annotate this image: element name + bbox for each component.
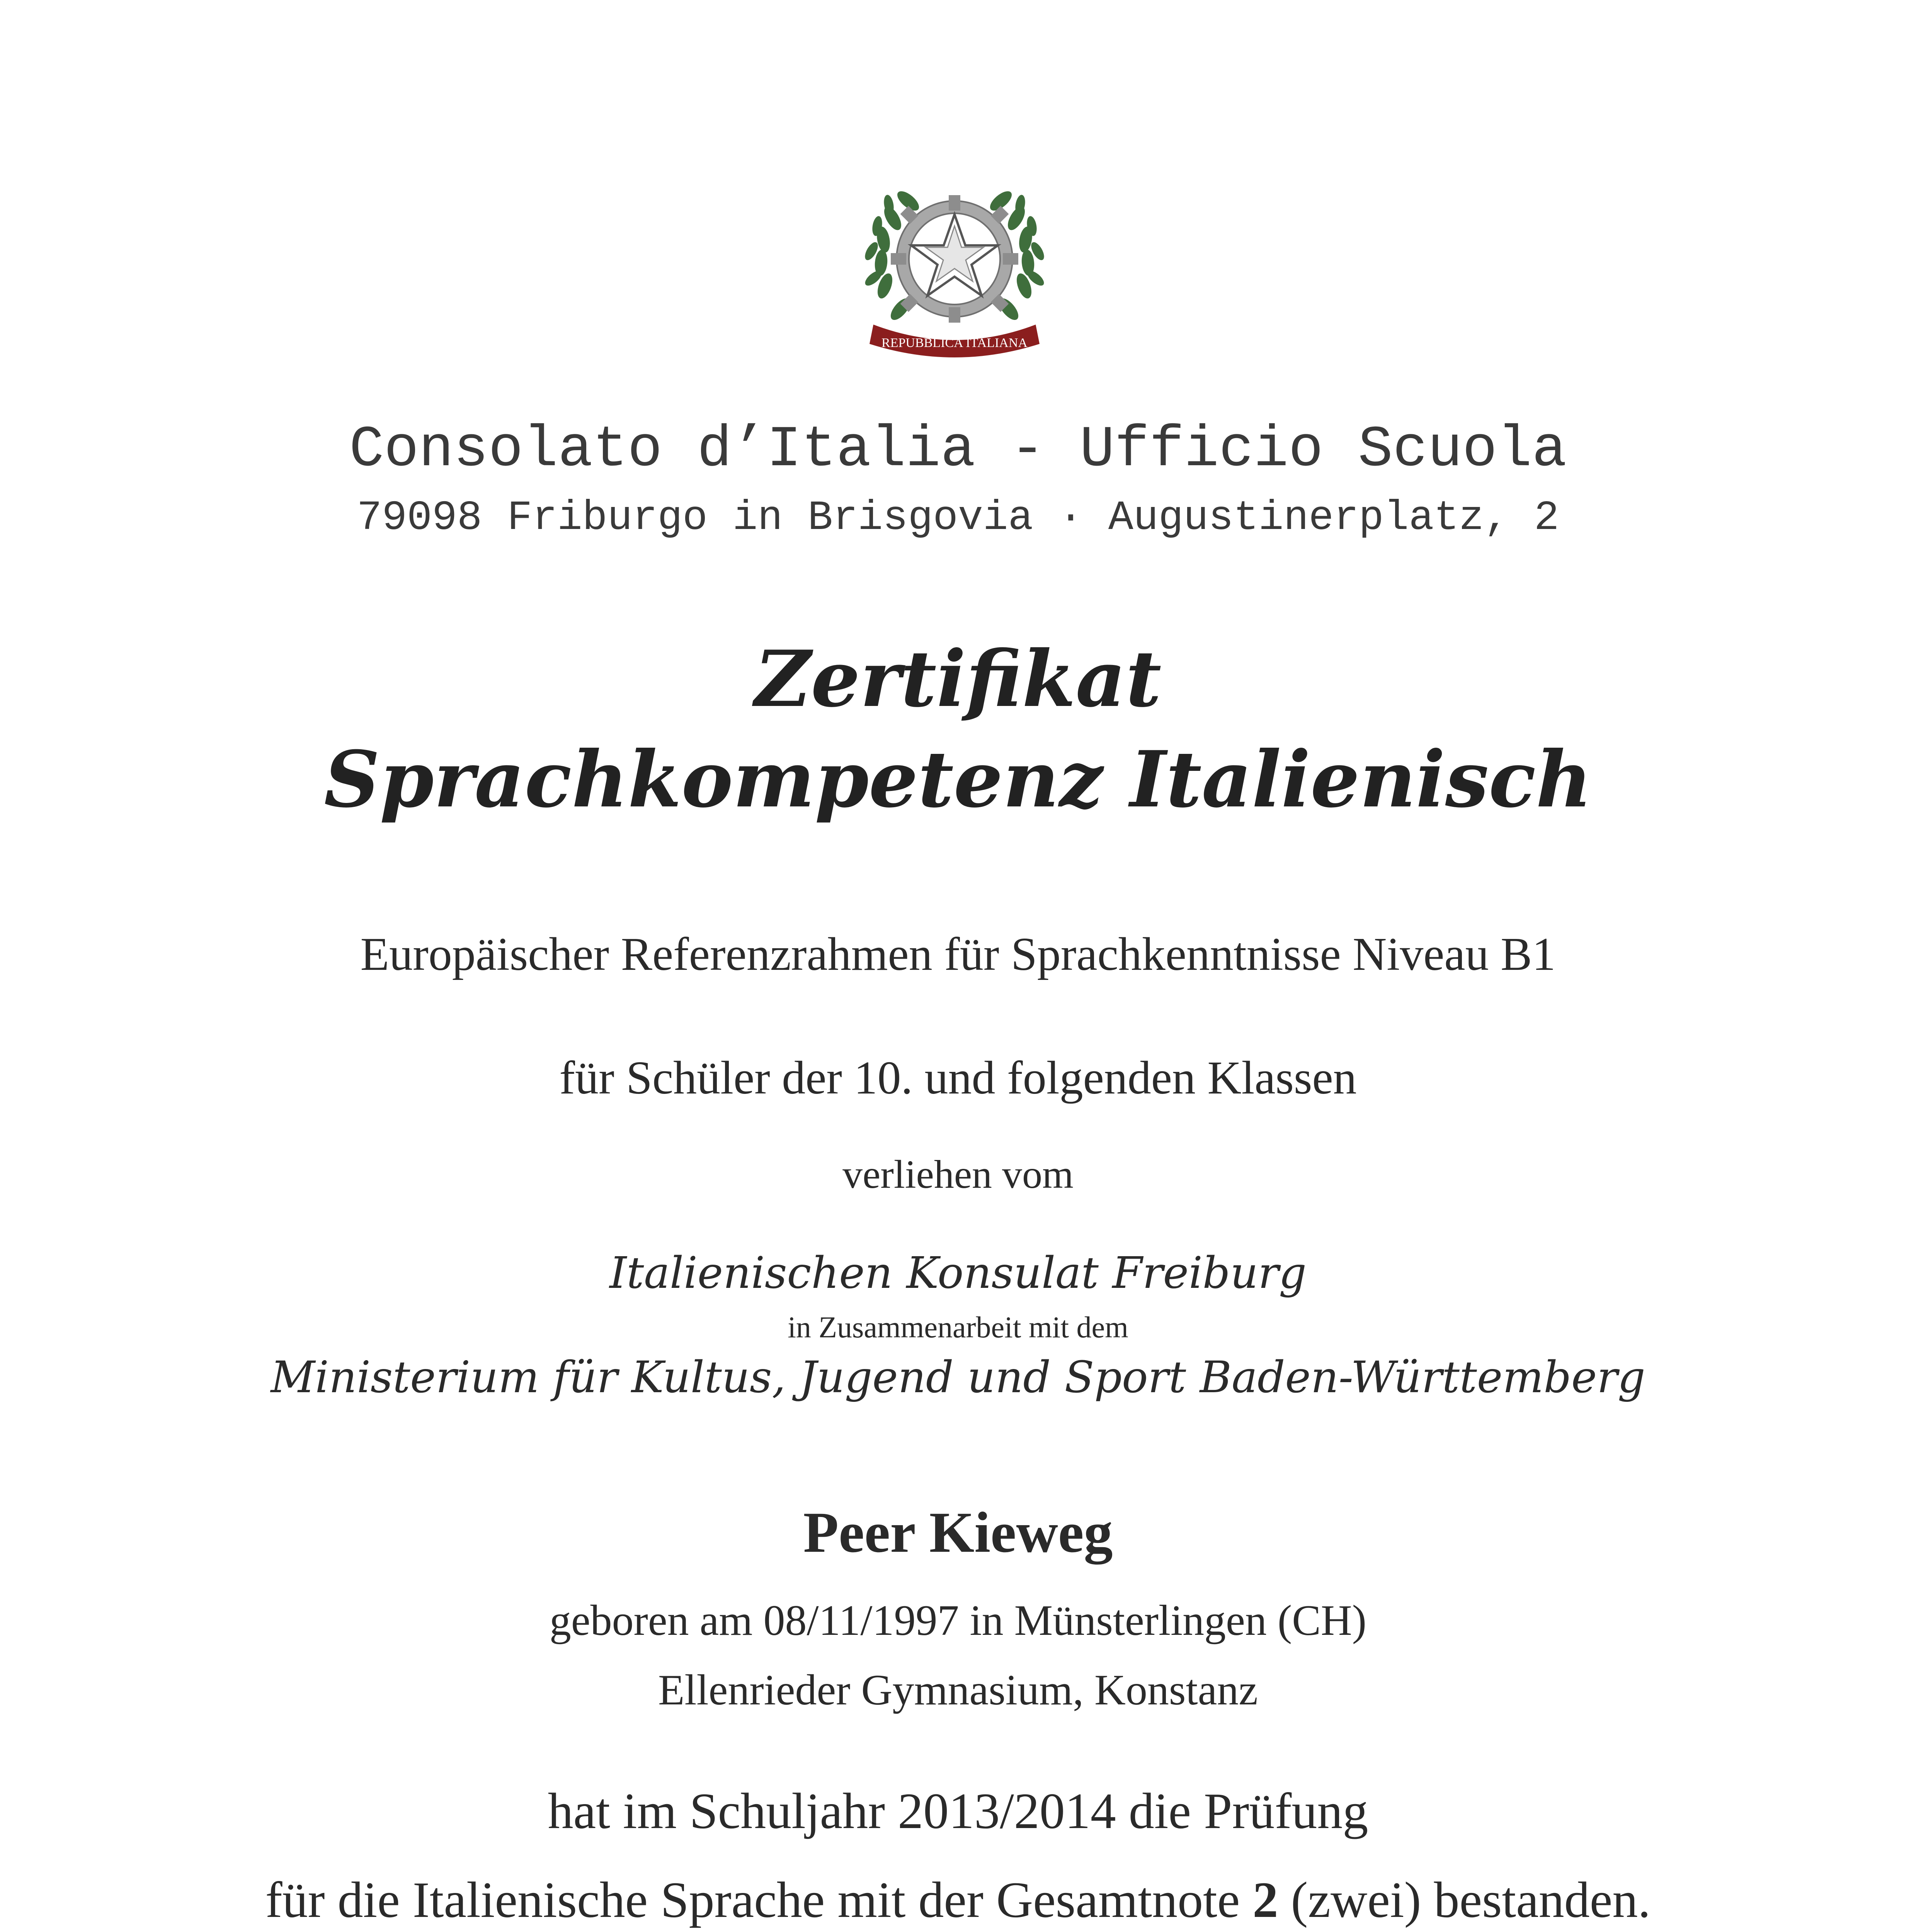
issuer-line: Italienischen Konsulat Freiburg: [609, 1248, 1307, 1298]
result-suffix: (zwei) bestanden.: [1291, 1871, 1651, 1928]
birth-prefix: geboren am: [549, 1597, 753, 1645]
ministry-line: Ministerium für Kultus, Jugend und Sport Baden-Württemberg: [271, 1352, 1645, 1403]
result-line-1: hat im Schuljahr 2013/2014 die Prüfung: [548, 1782, 1368, 1839]
emblem-ribbon-text: REPUBBLICA ITALIANA: [881, 336, 1028, 350]
certificate-title: Zertifikat: [754, 634, 1162, 724]
office-name: Consolato d’Italia - Ufficio Scuola: [349, 417, 1567, 483]
school-line: Ellenrieder Gymnasium, Konstanz: [658, 1666, 1258, 1714]
result-line-2: [0, 1870, 1916, 1929]
office-address: 79098 Friburgo in Brisgovia · Augustinerplatz, 2: [357, 495, 1559, 542]
reference-framework: Europäischer Referenzrahmen für Sprachkenntnisse Niveau B1: [360, 928, 1556, 980]
recipient-name: Peer Kieweg: [803, 1500, 1113, 1565]
italian-republic-emblem-icon: [858, 162, 1051, 363]
cooperation-line: in Zusammenarbeit mit dem: [788, 1310, 1128, 1344]
certificate-subtitle: Sprachkompetenz Italienisch: [324, 734, 1592, 825]
birth-date: 08/11/1997: [763, 1597, 959, 1645]
awarded-by-line: verliehen vom: [842, 1152, 1074, 1197]
result-grade: 2: [1252, 1871, 1278, 1928]
birth-place: in Münsterlingen (CH): [970, 1597, 1367, 1645]
result-prefix: für die Italienische Sprache mit der Gesamtnote: [265, 1871, 1240, 1928]
audience-line: für Schüler der 10. und folgenden Klassen: [559, 1052, 1357, 1104]
birth-line: [0, 1596, 1916, 1646]
